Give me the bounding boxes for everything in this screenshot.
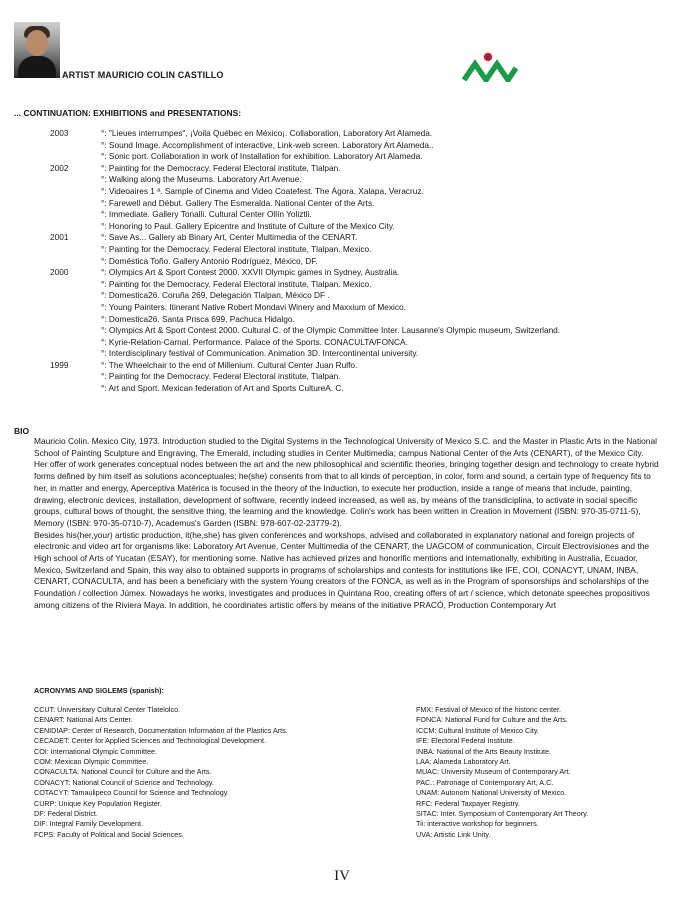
acronym-entry: DF: Federal District. (34, 809, 98, 819)
exhibition-item: °: Young Painters. Itinerant Native Robert Mondavi Winery and Maxxium of Mexico. (101, 301, 406, 312)
exhibition-item: °: Interdisciplinary festival of Communication. Animation 3D. Intercontinental university. (101, 348, 419, 359)
page-header (14, 22, 674, 84)
exhibition-item: °: Sound Image. Accomplishment of interactive, Link-web screen. Laboratory Art Alameda.. (101, 139, 434, 150)
acronym-entry: INBA: National of the Arts Beauty Institute. (416, 746, 552, 756)
acronym-entry: FMX: Festival of Mexico of the historic center. (416, 705, 561, 714)
page-number: IV (334, 868, 350, 884)
acronym-entry: RFC: Federal Taxpayer Registry. (416, 798, 520, 808)
year-group (50, 267, 670, 360)
acronym-entry: CONACULTA: National Council for Culture and the Arts. (34, 767, 212, 777)
artist-photo (14, 22, 60, 78)
exhibition-item: °: "Lieues interrumpes", ¡Voila Québec en México¡. Collaboration, Laboratory Art Alameda. (101, 128, 433, 138)
logo-icon (462, 50, 518, 82)
bio-text (34, 436, 664, 612)
exhibition-year: 2001 (50, 232, 69, 243)
acronym-entry: CECADET: Center for Applied Sciences and Technological Development. (34, 736, 266, 746)
acronym-entry: ICCM: Cultural Institute of Mexico City. (416, 725, 539, 735)
acronyms-left-column (34, 705, 288, 840)
acronym-entry: CENIDIAP: Center of Research, Documentation Information of the Plastics Arts. (34, 725, 288, 735)
acronym-entry: FONCA: National Fund for Culture and the Arts. (416, 715, 568, 725)
acronym-entry: SITAC: Inter. Symposium of Contemporary Art Theory. (416, 809, 589, 819)
exhibition-item: °: The Wheelchair to the end of Millenium. Cultural Center Juan Rulfo. (101, 359, 358, 370)
logo-blue-dot (486, 55, 489, 58)
exhibition-item: °: Painting for the Democracy. Federal Electoral institute, Tlalpan. (101, 162, 341, 173)
acronym-entry: LAA: Alameda Laboratory Art. (416, 757, 511, 767)
acronym-entry: DIF: Integral Family Development. (34, 819, 144, 829)
exhibition-item: °: Immediate. Gallery Tonalli. Cultural Center Ollín Yoliztli. (101, 209, 312, 220)
exhibition-item: °: Walking along the Museums. Laboratory Art Avenue. (101, 174, 302, 185)
exhibition-item: °: Save As... Gallery ab Binary Art, Center Multimedia of the CENART. (101, 232, 358, 243)
exhibitions-title: ... CONTINUATION: EXHIBITIONS and PRESENTATIONS: (14, 108, 242, 118)
exhibition-item: °: Domestica26. Santa Prisca 699, Pachuca Hidalgo. (101, 313, 295, 324)
logo-green-mark (464, 64, 516, 80)
exhibition-item: °: Videoaires 1 ª. Sample of Cinema and Video Coatefest. The Ágora. Xalapa, Veracruz. (101, 185, 424, 196)
exhibition-item: °: Olympics Art & Sport Contest 2000. Cultural C. of the Olympic Committee Inter. Lausanne's Olympic museum, Switzerland. (101, 325, 561, 336)
bio-title: BIO (14, 426, 30, 436)
acronym-entry: UVA: Artistic Link Unity. (416, 829, 491, 839)
bio-paragraph: Her offer of work generates conceptual nodes between the art and the new philosophical and scientific theories, bringing together design and technology to create hybrid forms defined by him itself as solutions aconceptuales; he(she) consents from that to all kinds of perception, in color, form and sound, a certain type of frequency fits to her, in matter and energy, Aperceptiva Matérica is focused in the theory of the Induction, to execute her production, inside a range of means that include, painting, drawing, electronic devices, installation, development of software, recently indeed increased, as well as, by means of the transdiciplina, to activate in social specific groups, cultural bows of thought, the sensitive thing, the learning and the knowledge. Colin's work has been written in Creation in Movement (ISBN: 970-35-0711-5), Memory (ISBN: 970-35-0710-7), Academus's Garden (ISBN: 978-607-02-23779-2). (34, 459, 659, 528)
acronym-entry: FCPS: Faculty of Political and Social Sciences. (34, 829, 184, 839)
bio-paragraph: Mauricio Colin. Mexico City, 1973. Introduction studied to the Digital Systems in the Technological University of Mexico S.C. and the Master in Plastic Arts in the National School of Painting Sculpture and Engraving, The Emerald, including studies in Center Multimedia; campus National Center of the Arts (CENART), of the Mexico City. (34, 436, 657, 458)
acronym-entry: PAC.: Patronage of Contemporary Art, A.C. (416, 777, 554, 787)
exhibition-item: °: Art and Sport. Mexican federation of Art and Sports CultureA. C. (101, 383, 344, 394)
exhibition-item: °: Olympics Art & Sport Contest 2000. XXVII Olympic games in Sydney, Australia. (101, 267, 400, 278)
acronym-entry: UNAM: Autonom National University of Mexico. (416, 788, 567, 798)
bio-paragraph: Besides his(her,your) artistic production, it(he,she) has given conferences and workshops, advised and collaborated in explanatory national and foreign projects of electronic and video art for organisms like: Laboratory Art Avenue, Center Multimedia of the CENART, the UAGCOM of communication, Circuit Electrovisiones and the High school of Arts of Yucatan (ESAY), for mentioning some. Native has achieved prizes and honorific mentions and internationally, exhibiting in Australia, Ecuador, Mexico, Switzerland and Spain, this way also to obtained supports in programs of scholarships and contests for institutions like IFE, COI, CONACYT, UNAM, INBA, CENART, CONACULTA, and has been a beneficiary with the system Young creators of the FONCA, as well as in the Program of sponsorships and scholarships of the Foundation / collection Júmex. Nowadays he works, investigates and produces in Quintana Roo, creating offers of art / science, which detonate speeches propositivos among citizens of the Riviera Maya. In addition, he coordinates artistic offers by means of the initiative PRACÓ, Production Contemporary Art (34, 529, 650, 610)
year-group (50, 163, 670, 233)
exhibition-item: °: Painting for the Democracy. Federal Electoral institute, Tlalpan. (101, 371, 341, 382)
acronym-entry: CCUT: Universitary Cultural Center Tlatelolco. (34, 705, 181, 714)
exhibitions-list (50, 128, 670, 395)
year-group (50, 232, 670, 267)
acronym-entry: COTACYT: Tamaulipeco Council for Science and Technology. (34, 788, 229, 798)
exhibition-item: °: Painting for the Democracy. Federal Electoral institute, Tlalpan. Mexico. (101, 243, 372, 254)
artist-name: ARTIST MAURICIO COLIN CASTILLO (62, 70, 224, 80)
exhibition-item: °: Kyrie-Relation-Carnal. Performance. Palace of the Sports. CONACULTA/FONCA. (101, 336, 408, 347)
exhibition-item: °: Farewell and Début. Gallery The Esmeralda. National Center of the Arts. (101, 197, 375, 208)
exhibition-year: 2003 (50, 128, 69, 138)
acronyms-title: ACRONYMS AND SIGLEMS (spanish): (34, 686, 164, 695)
exhibition-item: °: Sonic port. Collaboration in work of Installation for exhibition. Laboratory Art Alameda. (101, 151, 423, 162)
acronym-entry: MUAC: University Museum of Contemporary Art. (416, 767, 571, 777)
year-group (50, 128, 670, 163)
exhibition-item: °: Painting for the Democracy. Federal Electoral institute, Tlalpan. Mexico. (101, 278, 372, 289)
acronym-entry: COM: Mexican Olympic Committee. (34, 757, 149, 767)
acronym-entry: CONACYT: National Council of Science and Technology. (34, 777, 214, 787)
exhibition-item: °: Honoring to Paul. Gallery Epicentre and Institute of Culture of the Mexico City. (101, 220, 395, 231)
exhibition-item: °: Doméstica Toño. Gallery Antonio Rodríguez, México, DF. (101, 255, 318, 266)
acronym-entry: Tii: interactive workshop for beginners. (416, 819, 539, 829)
acronyms-right-column (416, 705, 588, 840)
exhibition-year: 2000 (50, 267, 69, 278)
acronym-entry: IFE: Electoral Federal Institute. (416, 736, 515, 746)
acronym-entry: CURP: Unique Key Population Register. (34, 798, 162, 808)
acronym-entry: CENART: National Arts Center. (34, 715, 133, 725)
exhibition-year: 1999 (50, 359, 69, 370)
acronym-entry: COI: International Olympic Committee. (34, 746, 158, 756)
exhibition-year: 2002 (50, 162, 69, 173)
exhibition-item: °: Domestica26. Coruña 269, Delegación Tlalpan, México DF . (101, 290, 330, 301)
year-group (50, 360, 670, 395)
